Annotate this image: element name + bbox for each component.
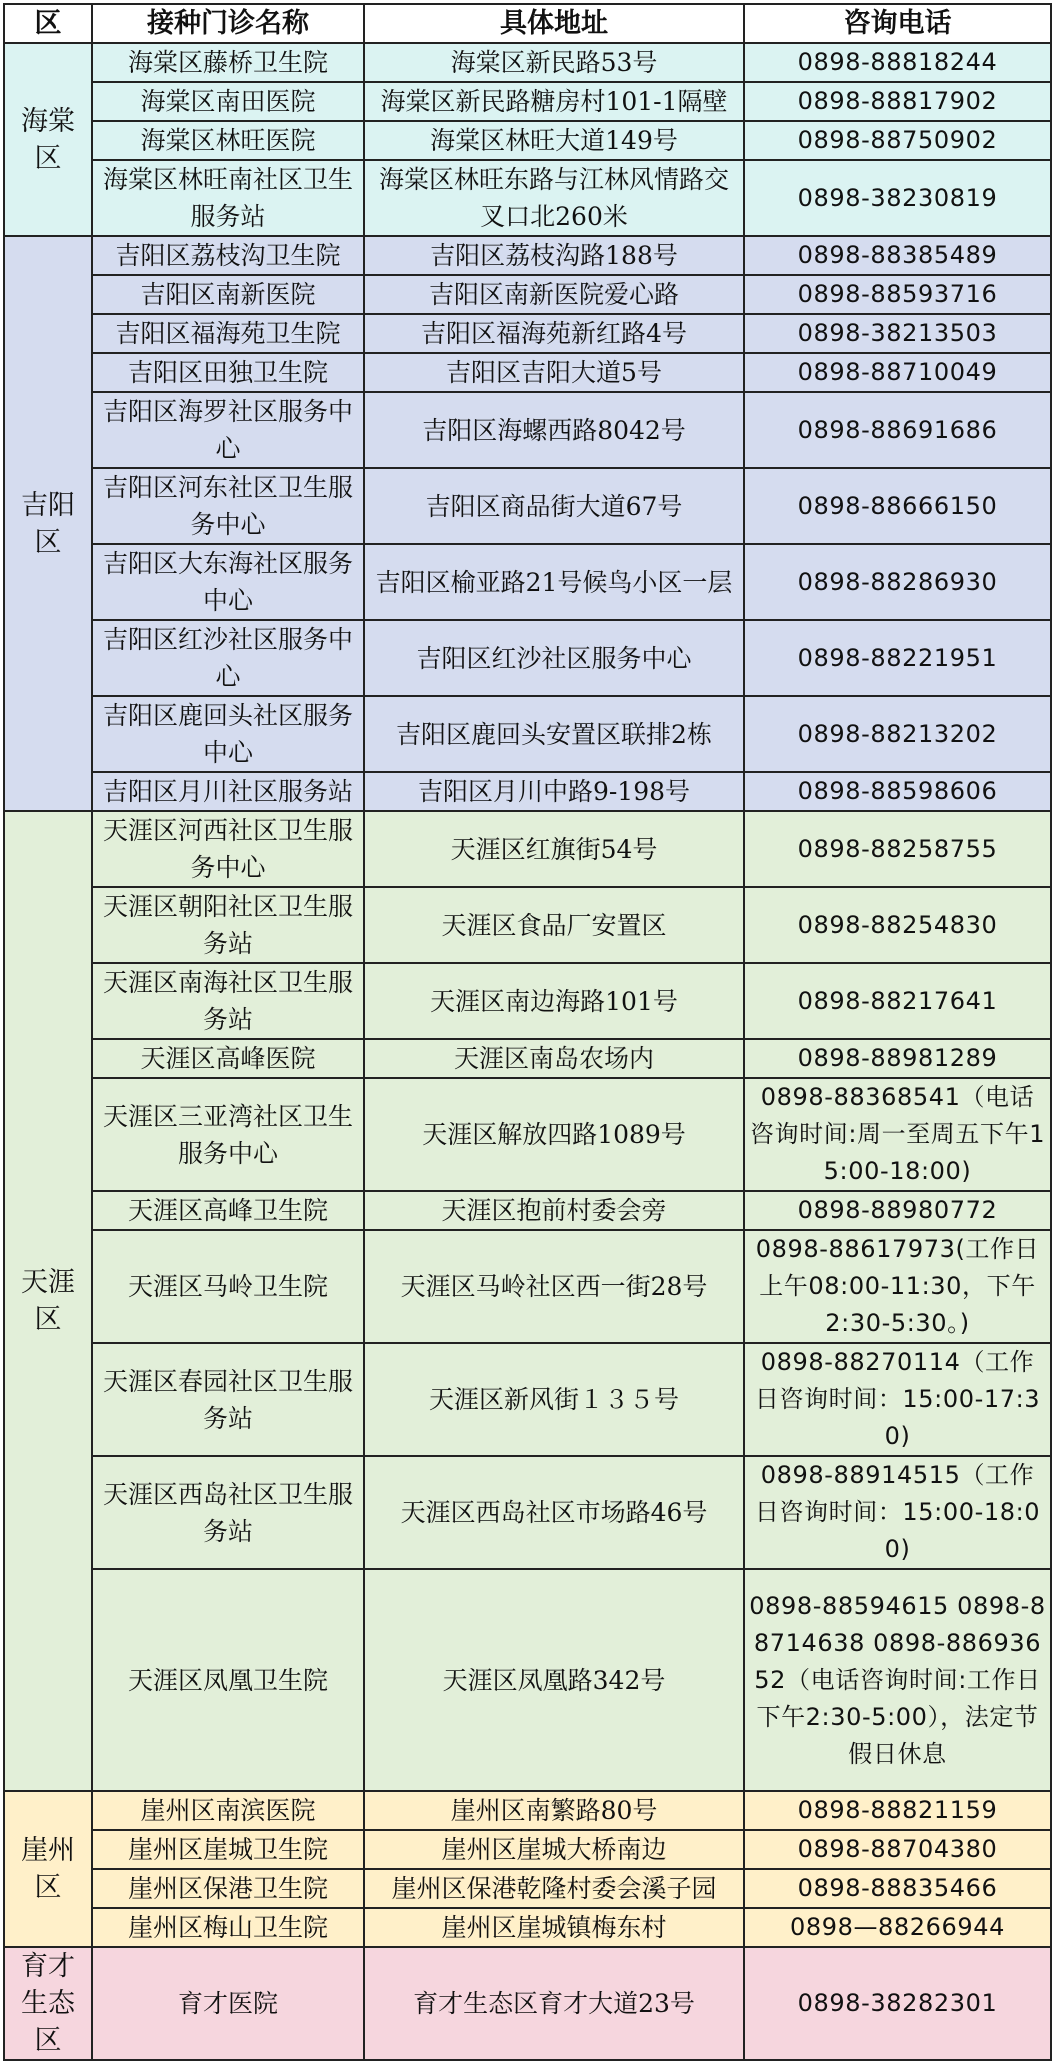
clinic-name-cell: 吉阳区荔枝沟卫生院: [92, 236, 364, 275]
table-row: [4, 1830, 1051, 1869]
clinic-name-cell: 天涯区高峰卫生院: [92, 1191, 364, 1230]
phone-cell: 0898—88266944: [744, 1908, 1051, 1947]
address-cell: 海棠区新民路糖房村101-1隔壁: [364, 82, 744, 121]
table-row: [4, 963, 1051, 1039]
address-cell: 天涯区食品厂安置区: [364, 887, 744, 963]
table-row: [4, 1230, 1051, 1343]
district-cell: 海棠区: [4, 43, 92, 236]
clinic-name-cell: 天涯区高峰医院: [92, 1039, 364, 1078]
clinic-name-cell: 海棠区林旺南社区卫生服务站: [92, 160, 364, 236]
table-row: [4, 392, 1051, 468]
phone-cell: 0898-88704380: [744, 1830, 1051, 1869]
address-cell: 崖州区保港乾隆村委会溪子园: [364, 1869, 744, 1908]
table-row: [4, 620, 1051, 696]
phone-cell: 0898-88258755: [744, 811, 1051, 887]
clinic-name-cell: 吉阳区福海苑卫生院: [92, 314, 364, 353]
table-row: [4, 1947, 1051, 2060]
phone-cell: 0898-88710049: [744, 353, 1051, 392]
clinic-name-cell: 天涯区三亚湾社区卫生服务中心: [92, 1078, 364, 1191]
table-row: [4, 275, 1051, 314]
phone-cell: 0898-88368541（电话咨询时间:周一至周五下午15:00-18:00): [744, 1078, 1051, 1191]
phone-cell: 0898-88817902: [744, 82, 1051, 121]
header-phone: 咨询电话: [744, 4, 1051, 43]
clinic-name-cell: 崖州区崖城卫生院: [92, 1830, 364, 1869]
address-cell: 天涯区马岭社区西一街28号: [364, 1230, 744, 1343]
address-cell: 崖州区崖城镇梅东村: [364, 1908, 744, 1947]
clinic-name-cell: 海棠区林旺医院: [92, 121, 364, 160]
address-cell: 天涯区红旗街54号: [364, 811, 744, 887]
table-row: [4, 696, 1051, 772]
phone-cell: 0898-88666150: [744, 468, 1051, 544]
table-row: [4, 1569, 1051, 1791]
phone-cell: 0898-88594615 0898-88714638 0898-88693652（电话咨询时间:工作日下午2:30-5:00），法定节假日休息: [744, 1569, 1051, 1791]
address-cell: 吉阳区红沙社区服务中心: [364, 620, 744, 696]
table-row: [4, 1908, 1051, 1947]
table-row: [4, 1078, 1051, 1191]
address-cell: 天涯区南边海路101号: [364, 963, 744, 1039]
phone-cell: 0898-88598606: [744, 772, 1051, 811]
address-cell: 吉阳区南新医院爱心路: [364, 275, 744, 314]
address-cell: 海棠区林旺大道149号: [364, 121, 744, 160]
address-cell: 海棠区林旺东路与江林风情路交叉口北260米: [364, 160, 744, 236]
header-address: 具体地址: [364, 4, 744, 43]
clinic-name-cell: 吉阳区大东海社区服务中心: [92, 544, 364, 620]
table-body: [4, 43, 1051, 2060]
phone-cell: 0898-88750902: [744, 121, 1051, 160]
clinic-name-cell: 天涯区凤凰卫生院: [92, 1569, 364, 1791]
address-cell: 崖州区崖城大桥南边: [364, 1830, 744, 1869]
address-cell: 吉阳区月川中路9-198号: [364, 772, 744, 811]
clinic-name-cell: 吉阳区红沙社区服务中心: [92, 620, 364, 696]
address-cell: 天涯区解放四路1089号: [364, 1078, 744, 1191]
clinic-name-cell: 吉阳区海罗社区服务中心: [92, 392, 364, 468]
clinic-name-cell: 天涯区春园社区卫生服务站: [92, 1343, 364, 1456]
clinic-name-cell: 崖州区梅山卫生院: [92, 1908, 364, 1947]
address-cell: 吉阳区吉阳大道5号: [364, 353, 744, 392]
phone-cell: 0898-88835466: [744, 1869, 1051, 1908]
table-row: [4, 544, 1051, 620]
clinic-name-cell: 吉阳区月川社区服务站: [92, 772, 364, 811]
table-row: [4, 314, 1051, 353]
clinic-name-cell: 天涯区河西社区卫生服务中心: [92, 811, 364, 887]
table-row: [4, 1456, 1051, 1569]
clinic-name-cell: 天涯区西岛社区卫生服务站: [92, 1456, 364, 1569]
table-row: [4, 772, 1051, 811]
address-cell: 育才生态区育才大道23号: [364, 1947, 744, 2060]
phone-cell: 0898-88821159: [744, 1791, 1051, 1830]
address-cell: 天涯区凤凰路342号: [364, 1569, 744, 1791]
table-row: [4, 1039, 1051, 1078]
phone-cell: 0898-88914515（工作日咨询时间：15:00-18:00): [744, 1456, 1051, 1569]
phone-cell: 0898-88217641: [744, 963, 1051, 1039]
address-cell: 吉阳区福海苑新红路4号: [364, 314, 744, 353]
table-row: [4, 1791, 1051, 1830]
phone-cell: 0898-38213503: [744, 314, 1051, 353]
address-cell: 天涯区抱前村委会旁: [364, 1191, 744, 1230]
phone-cell: 0898-88286930: [744, 544, 1051, 620]
table-row: [4, 1869, 1051, 1908]
table-row: [4, 43, 1051, 82]
address-cell: 吉阳区鹿回头安置区联排2栋: [364, 696, 744, 772]
table-row: [4, 1343, 1051, 1456]
clinic-name-cell: 天涯区朝阳社区卫生服务站: [92, 887, 364, 963]
phone-cell: 0898-88270114（工作日咨询时间：15:00-17:30): [744, 1343, 1051, 1456]
address-cell: 崖州区南繁路80号: [364, 1791, 744, 1830]
table-row: [4, 468, 1051, 544]
table-row: [4, 887, 1051, 963]
clinic-name-cell: 吉阳区南新医院: [92, 275, 364, 314]
clinic-name-cell: 天涯区南海社区卫生服务站: [92, 963, 364, 1039]
phone-cell: 0898-88617973(工作日上午08:00-11:30，下午2:30-5:30。): [744, 1230, 1051, 1343]
clinic-name-cell: 崖州区南滨医院: [92, 1791, 364, 1830]
address-cell: 天涯区西岛社区市场路46号: [364, 1456, 744, 1569]
clinic-name-cell: 海棠区南田医院: [92, 82, 364, 121]
clinic-name-cell: 天涯区马岭卫生院: [92, 1230, 364, 1343]
phone-cell: 0898-88221951: [744, 620, 1051, 696]
address-cell: 吉阳区荔枝沟路188号: [364, 236, 744, 275]
header-clinic-name: 接种门诊名称: [92, 4, 364, 43]
phone-cell: 0898-88981289: [744, 1039, 1051, 1078]
clinic-name-cell: 海棠区藤桥卫生院: [92, 43, 364, 82]
table-row: [4, 353, 1051, 392]
table-row: [4, 1191, 1051, 1230]
address-cell: 吉阳区海螺西路8042号: [364, 392, 744, 468]
address-cell: 吉阳区榆亚路21号候鸟小区一层: [364, 544, 744, 620]
phone-cell: 0898-88980772: [744, 1191, 1051, 1230]
address-cell: 天涯区南岛农场内: [364, 1039, 744, 1078]
phone-cell: 0898-38282301: [744, 1947, 1051, 2060]
address-cell: 天涯区新风街１３５号: [364, 1343, 744, 1456]
district-cell: 吉阳区: [4, 236, 92, 811]
table-row: [4, 121, 1051, 160]
address-cell: 吉阳区商品街大道67号: [364, 468, 744, 544]
address-cell: 海棠区新民路53号: [364, 43, 744, 82]
clinic-name-cell: 崖州区保港卫生院: [92, 1869, 364, 1908]
phone-cell: 0898-88691686: [744, 392, 1051, 468]
phone-cell: 0898-88593716: [744, 275, 1051, 314]
phone-cell: 0898-88254830: [744, 887, 1051, 963]
table-row: [4, 82, 1051, 121]
clinic-name-cell: 吉阳区鹿回头社区服务中心: [92, 696, 364, 772]
table-row: [4, 236, 1051, 275]
district-cell: 崖州区: [4, 1791, 92, 1947]
clinic-name-cell: 吉阳区田独卫生院: [92, 353, 364, 392]
phone-cell: 0898-88213202: [744, 696, 1051, 772]
district-cell: 育才生态区: [4, 1947, 92, 2060]
table-row: [4, 160, 1051, 236]
phone-cell: 0898-88818244: [744, 43, 1051, 82]
header-district: 区: [4, 4, 92, 43]
table-row: [4, 811, 1051, 887]
vaccination-clinic-table: [3, 3, 1052, 2061]
phone-cell: 0898-38230819: [744, 160, 1051, 236]
clinic-name-cell: 育才医院: [92, 1947, 364, 2060]
phone-cell: 0898-88385489: [744, 236, 1051, 275]
district-cell: 天涯区: [4, 811, 92, 1791]
header-row: [4, 4, 1051, 43]
clinic-name-cell: 吉阳区河东社区卫生服务中心: [92, 468, 364, 544]
